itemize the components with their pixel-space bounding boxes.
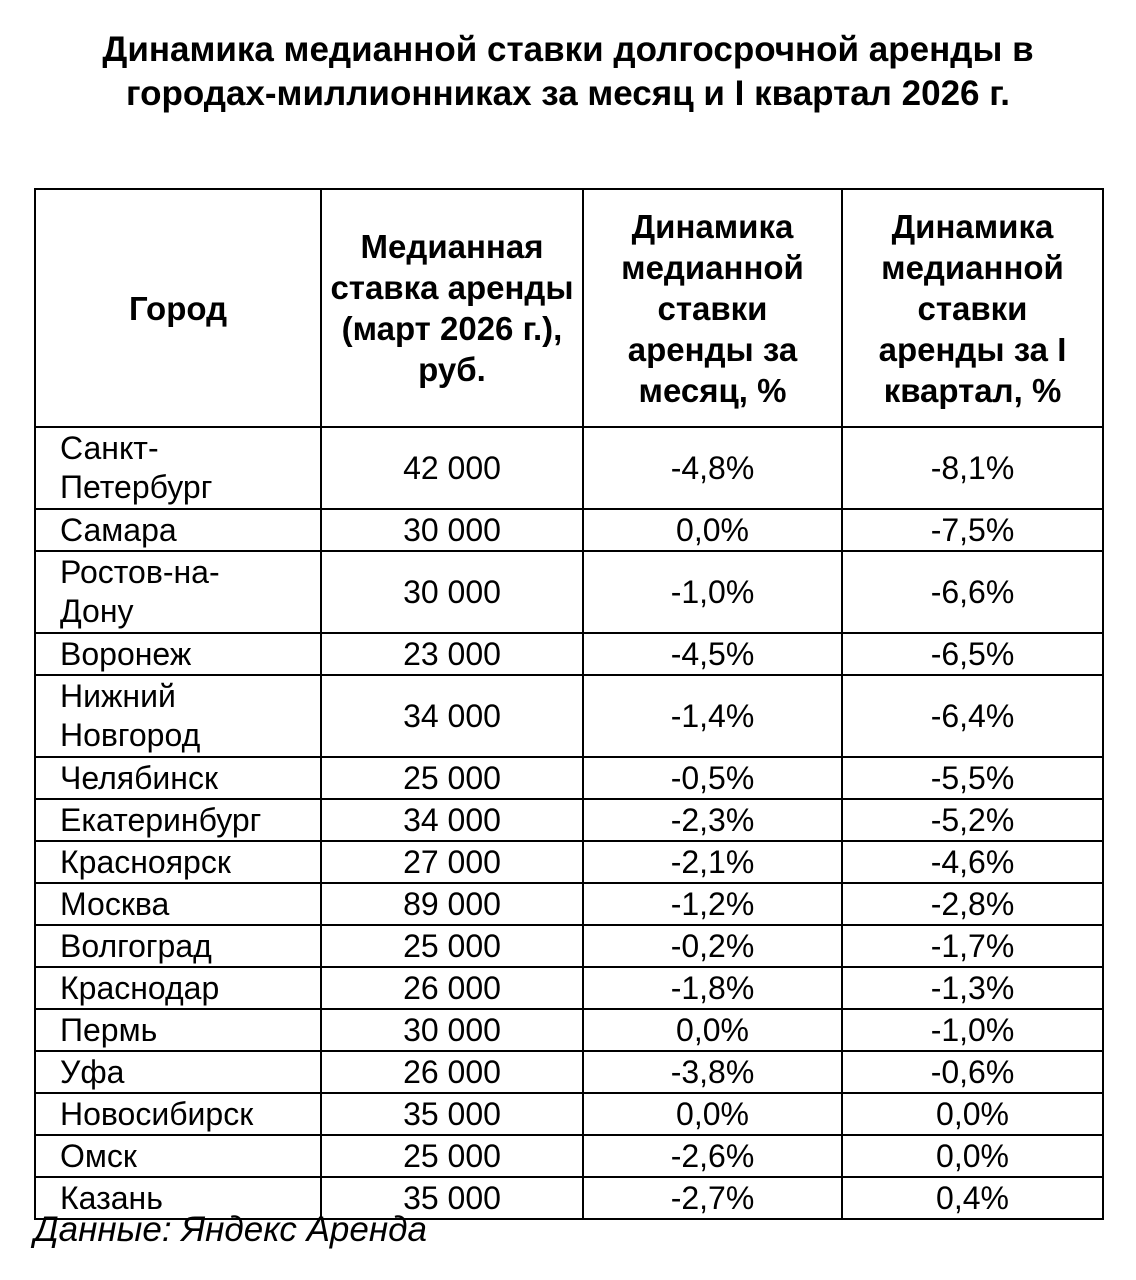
header-month-change: Динамика медианной ставки аренды за месяц, %	[583, 189, 842, 427]
rate-cell: 30 000	[321, 1009, 583, 1051]
city-cell: Москва	[35, 883, 321, 925]
quarter-change-cell: -1,7%	[842, 925, 1103, 967]
table-row	[35, 841, 1103, 883]
rent-table	[34, 188, 1104, 1220]
month-change-cell: -2,7%	[583, 1177, 842, 1219]
table-row	[35, 509, 1103, 551]
month-change-cell: -3,8%	[583, 1051, 842, 1093]
city-cell: Красноярск	[35, 841, 321, 883]
city-cell: Краснодар	[35, 967, 321, 1009]
table-row	[35, 757, 1103, 799]
quarter-change-cell: -1,0%	[842, 1009, 1103, 1051]
month-change-cell: -1,2%	[583, 883, 842, 925]
header-city: Город	[35, 189, 321, 427]
month-change-cell: -0,5%	[583, 757, 842, 799]
city-cell: Екатеринбург	[35, 799, 321, 841]
city-cell: Санкт-Петербург	[35, 427, 321, 509]
rate-cell: 35 000	[321, 1177, 583, 1219]
quarter-change-cell: -6,6%	[842, 551, 1103, 633]
table-row	[35, 925, 1103, 967]
month-change-cell: -1,0%	[583, 551, 842, 633]
city-cell: Челябинск	[35, 757, 321, 799]
quarter-change-cell: 0,0%	[842, 1093, 1103, 1135]
month-change-cell: -1,4%	[583, 675, 842, 757]
city-cell: Воронеж	[35, 633, 321, 675]
quarter-change-cell: 0,0%	[842, 1135, 1103, 1177]
month-change-cell: -2,6%	[583, 1135, 842, 1177]
rate-cell: 26 000	[321, 967, 583, 1009]
month-change-cell: -2,1%	[583, 841, 842, 883]
city-cell: Новосибирск	[35, 1093, 321, 1135]
table-row	[35, 427, 1103, 509]
month-change-cell: -1,8%	[583, 967, 842, 1009]
table-row	[35, 967, 1103, 1009]
city-cell: Самара	[35, 509, 321, 551]
header-quarter-change: Динамика медианной ставки аренды за I квартал, %	[842, 189, 1103, 427]
quarter-change-cell: 0,4%	[842, 1177, 1103, 1219]
table-row	[35, 1093, 1103, 1135]
rate-cell: 27 000	[321, 841, 583, 883]
quarter-change-cell: -6,4%	[842, 675, 1103, 757]
month-change-cell: -4,8%	[583, 427, 842, 509]
city-cell: Нижний Новгород	[35, 675, 321, 757]
rate-cell: 30 000	[321, 551, 583, 633]
quarter-change-cell: -0,6%	[842, 1051, 1103, 1093]
table-row	[35, 675, 1103, 757]
month-change-cell: 0,0%	[583, 1009, 842, 1051]
header-median-rate: Медианная ставка аренды (март 2026 г.), руб.	[321, 189, 583, 427]
quarter-change-cell: -2,8%	[842, 883, 1103, 925]
data-source-note: Данные: Яндекс Аренда	[34, 1210, 427, 1249]
month-change-cell: 0,0%	[583, 509, 842, 551]
city-cell: Казань	[35, 1177, 321, 1219]
document-title: Динамика медианной ставки долгосрочной аренды в городах-миллионниках за месяц и I квартал 2026 г.	[102, 30, 1034, 113]
rate-cell: 25 000	[321, 757, 583, 799]
table-row	[35, 551, 1103, 633]
table-header-row	[35, 189, 1103, 427]
table-row	[35, 883, 1103, 925]
quarter-change-cell: -8,1%	[842, 427, 1103, 509]
quarter-change-cell: -6,5%	[842, 633, 1103, 675]
quarter-change-cell: -5,5%	[842, 757, 1103, 799]
rate-cell: 89 000	[321, 883, 583, 925]
city-cell: Пермь	[35, 1009, 321, 1051]
city-cell: Уфа	[35, 1051, 321, 1093]
month-change-cell: -0,2%	[583, 925, 842, 967]
city-cell: Волгоград	[35, 925, 321, 967]
city-cell: Ростов-на-Дону	[35, 551, 321, 633]
rate-cell: 25 000	[321, 925, 583, 967]
month-change-cell: -2,3%	[583, 799, 842, 841]
month-change-cell: -4,5%	[583, 633, 842, 675]
rate-cell: 30 000	[321, 509, 583, 551]
table-row	[35, 1135, 1103, 1177]
rate-cell: 23 000	[321, 633, 583, 675]
table-row	[35, 1009, 1103, 1051]
city-cell: Омск	[35, 1135, 321, 1177]
quarter-change-cell: -7,5%	[842, 509, 1103, 551]
month-change-cell: 0,0%	[583, 1093, 842, 1135]
rate-cell: 25 000	[321, 1135, 583, 1177]
rate-cell: 34 000	[321, 799, 583, 841]
rate-cell: 34 000	[321, 675, 583, 757]
table-row	[35, 1051, 1103, 1093]
rate-cell: 42 000	[321, 427, 583, 509]
table-row	[35, 633, 1103, 675]
rate-cell: 35 000	[321, 1093, 583, 1135]
quarter-change-cell: -5,2%	[842, 799, 1103, 841]
quarter-change-cell: -4,6%	[842, 841, 1103, 883]
quarter-change-cell: -1,3%	[842, 967, 1103, 1009]
rate-cell: 26 000	[321, 1051, 583, 1093]
table-row	[35, 799, 1103, 841]
